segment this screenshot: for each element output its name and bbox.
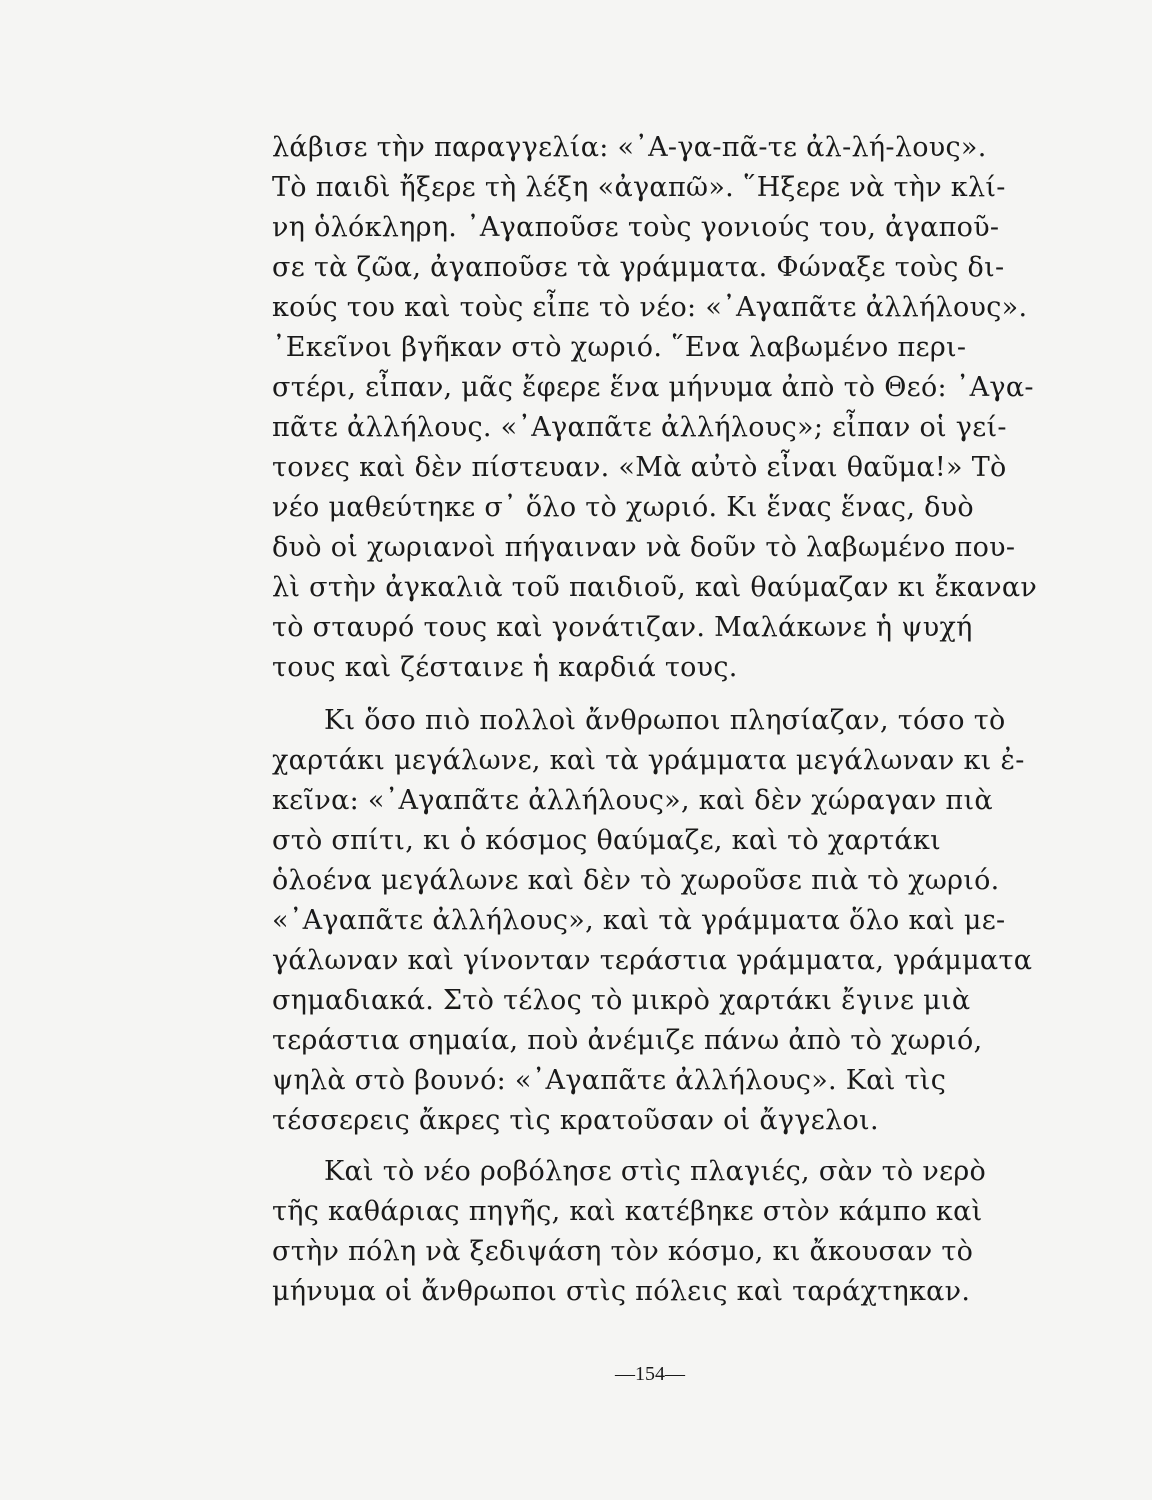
text-line: τέσσερεις ἄκρες τὶς κρατοῦσαν οἱ ἄγγελοι. [272, 1105, 879, 1136]
text-line: ᾽Εκεῖνοι βγῆκαν στὸ χωριό. ῞Ενα λαβωμένο περι- [272, 332, 967, 363]
text-line: δυὸ οἱ χωριανοὶ πήγαιναν νὰ δοῦν τὸ λαβωμένο που- [272, 532, 1016, 563]
text-line: νέο μαθεύτηκε σ᾽ ὅλο τὸ χωριό. Κι ἕνας ἕνας, δυὸ [272, 492, 974, 523]
text-line: ψηλὰ στὸ βουνό: «᾽Αγαπᾶτε ἀλλήλους». Καὶ τὶς [272, 1065, 947, 1096]
text-line: σημαδιακά. Στὸ τέλος τὸ μικρὸ χαρτάκι ἔγινε μιὰ [272, 985, 971, 1016]
text-line: τῆς καθάριας πηγῆς, καὶ κατέβηκε στὸν κάμπο καὶ [272, 1196, 983, 1227]
text-line: χαρτάκι μεγάλωνε, καὶ τὰ γράμματα μεγάλωναν κι ἐ- [272, 745, 1025, 776]
text-line: στὸ σπίτι, κι ὁ κόσμος θαύμαζε, καὶ τὸ χαρτάκι [272, 825, 942, 856]
text-line: μήνυμα οἱ ἄνθρωποι στὶς πόλεις καὶ ταράχτηκαν. [272, 1276, 971, 1307]
text-line: νη ὁλόκληρη. ᾽Αγαποῦσε τοὺς γονιούς του, ἀγαποῦ- [272, 212, 1000, 243]
text-line: τὸ σταυρό τους καὶ γονάτιζαν. Μαλάκωνε ἡ ψυχή [272, 612, 973, 643]
text-line: λάβισε τὴν παραγγελία: «᾽Α-γα-πᾶ-τε ἀλ-λή-λους». [272, 132, 987, 163]
page-number: —154— [615, 1363, 685, 1385]
text-line: τους καὶ ζέσταινε ἡ καρδιά τους. [272, 652, 738, 683]
text-line: σε τὰ ζῶα, ἀγαποῦσε τὰ γράμματα. Φώναξε τοὺς δι- [272, 252, 1005, 283]
paragraph-start-line: Καὶ τὸ νέο ροβόλησε στὶς πλαγιές, σὰν τὸ νερὸ [324, 1156, 987, 1187]
text-line: στὴν πόλη νὰ ξεδιψάση τὸν κόσμο, κι ἄκουσαν τὸ [272, 1236, 974, 1267]
text-line: πᾶτε ἀλλήλους. «᾽Αγαπᾶτε ἀλλήλους»; εἶπαν οἱ γεί- [272, 412, 1007, 443]
text-line: τονες καὶ δὲν πίστευαν. «Μὰ αὐτὸ εἶναι θαῦμα!» Τὸ [272, 452, 1007, 483]
text-line: λὶ στὴν ἀγκαλιὰ τοῦ παιδιοῦ, καὶ θαύμαζαν κι ἔκαναν [272, 572, 1038, 603]
text-line: κούς του καὶ τοὺς εἶπε τὸ νέο: «᾽Αγαπᾶτε ἀλλήλους». [272, 292, 1028, 323]
text-line: στέρι, εἶπαν, μᾶς ἔφερε ἕνα μήνυμα ἀπὸ τὸ Θεό: ᾽Αγα- [272, 372, 1034, 403]
text-line: γάλωναν καὶ γίνονταν τεράστια γράμματα, γράμματα [272, 945, 1033, 976]
text-line: κεῖνα: «᾽Αγαπᾶτε ἀλλήλους», καὶ δὲν χώραγαν πιὰ [272, 785, 993, 816]
text-line: «᾽Αγαπᾶτε ἀλλήλους», καὶ τὰ γράμματα ὅλο καὶ με- [272, 905, 1006, 936]
text-line: Τὸ παιδὶ ἤξερε τὴ λέξη «ἀγαπῶ». ῞Ηξερε νὰ τὴν κλί- [272, 172, 1006, 203]
text-line: ὁλοένα μεγάλωνε καὶ δὲν τὸ χωροῦσε πιὰ τὸ χωριό. [272, 865, 1000, 896]
paragraph-start-line: Κι ὅσο πιὸ πολλοὶ ἄνθρωποι πλησίαζαν, τόσο τὸ [324, 705, 1006, 736]
text-line: τεράστια σημαία, ποὺ ἀνέμιζε πάνω ἀπὸ τὸ χωριό, [272, 1025, 983, 1056]
